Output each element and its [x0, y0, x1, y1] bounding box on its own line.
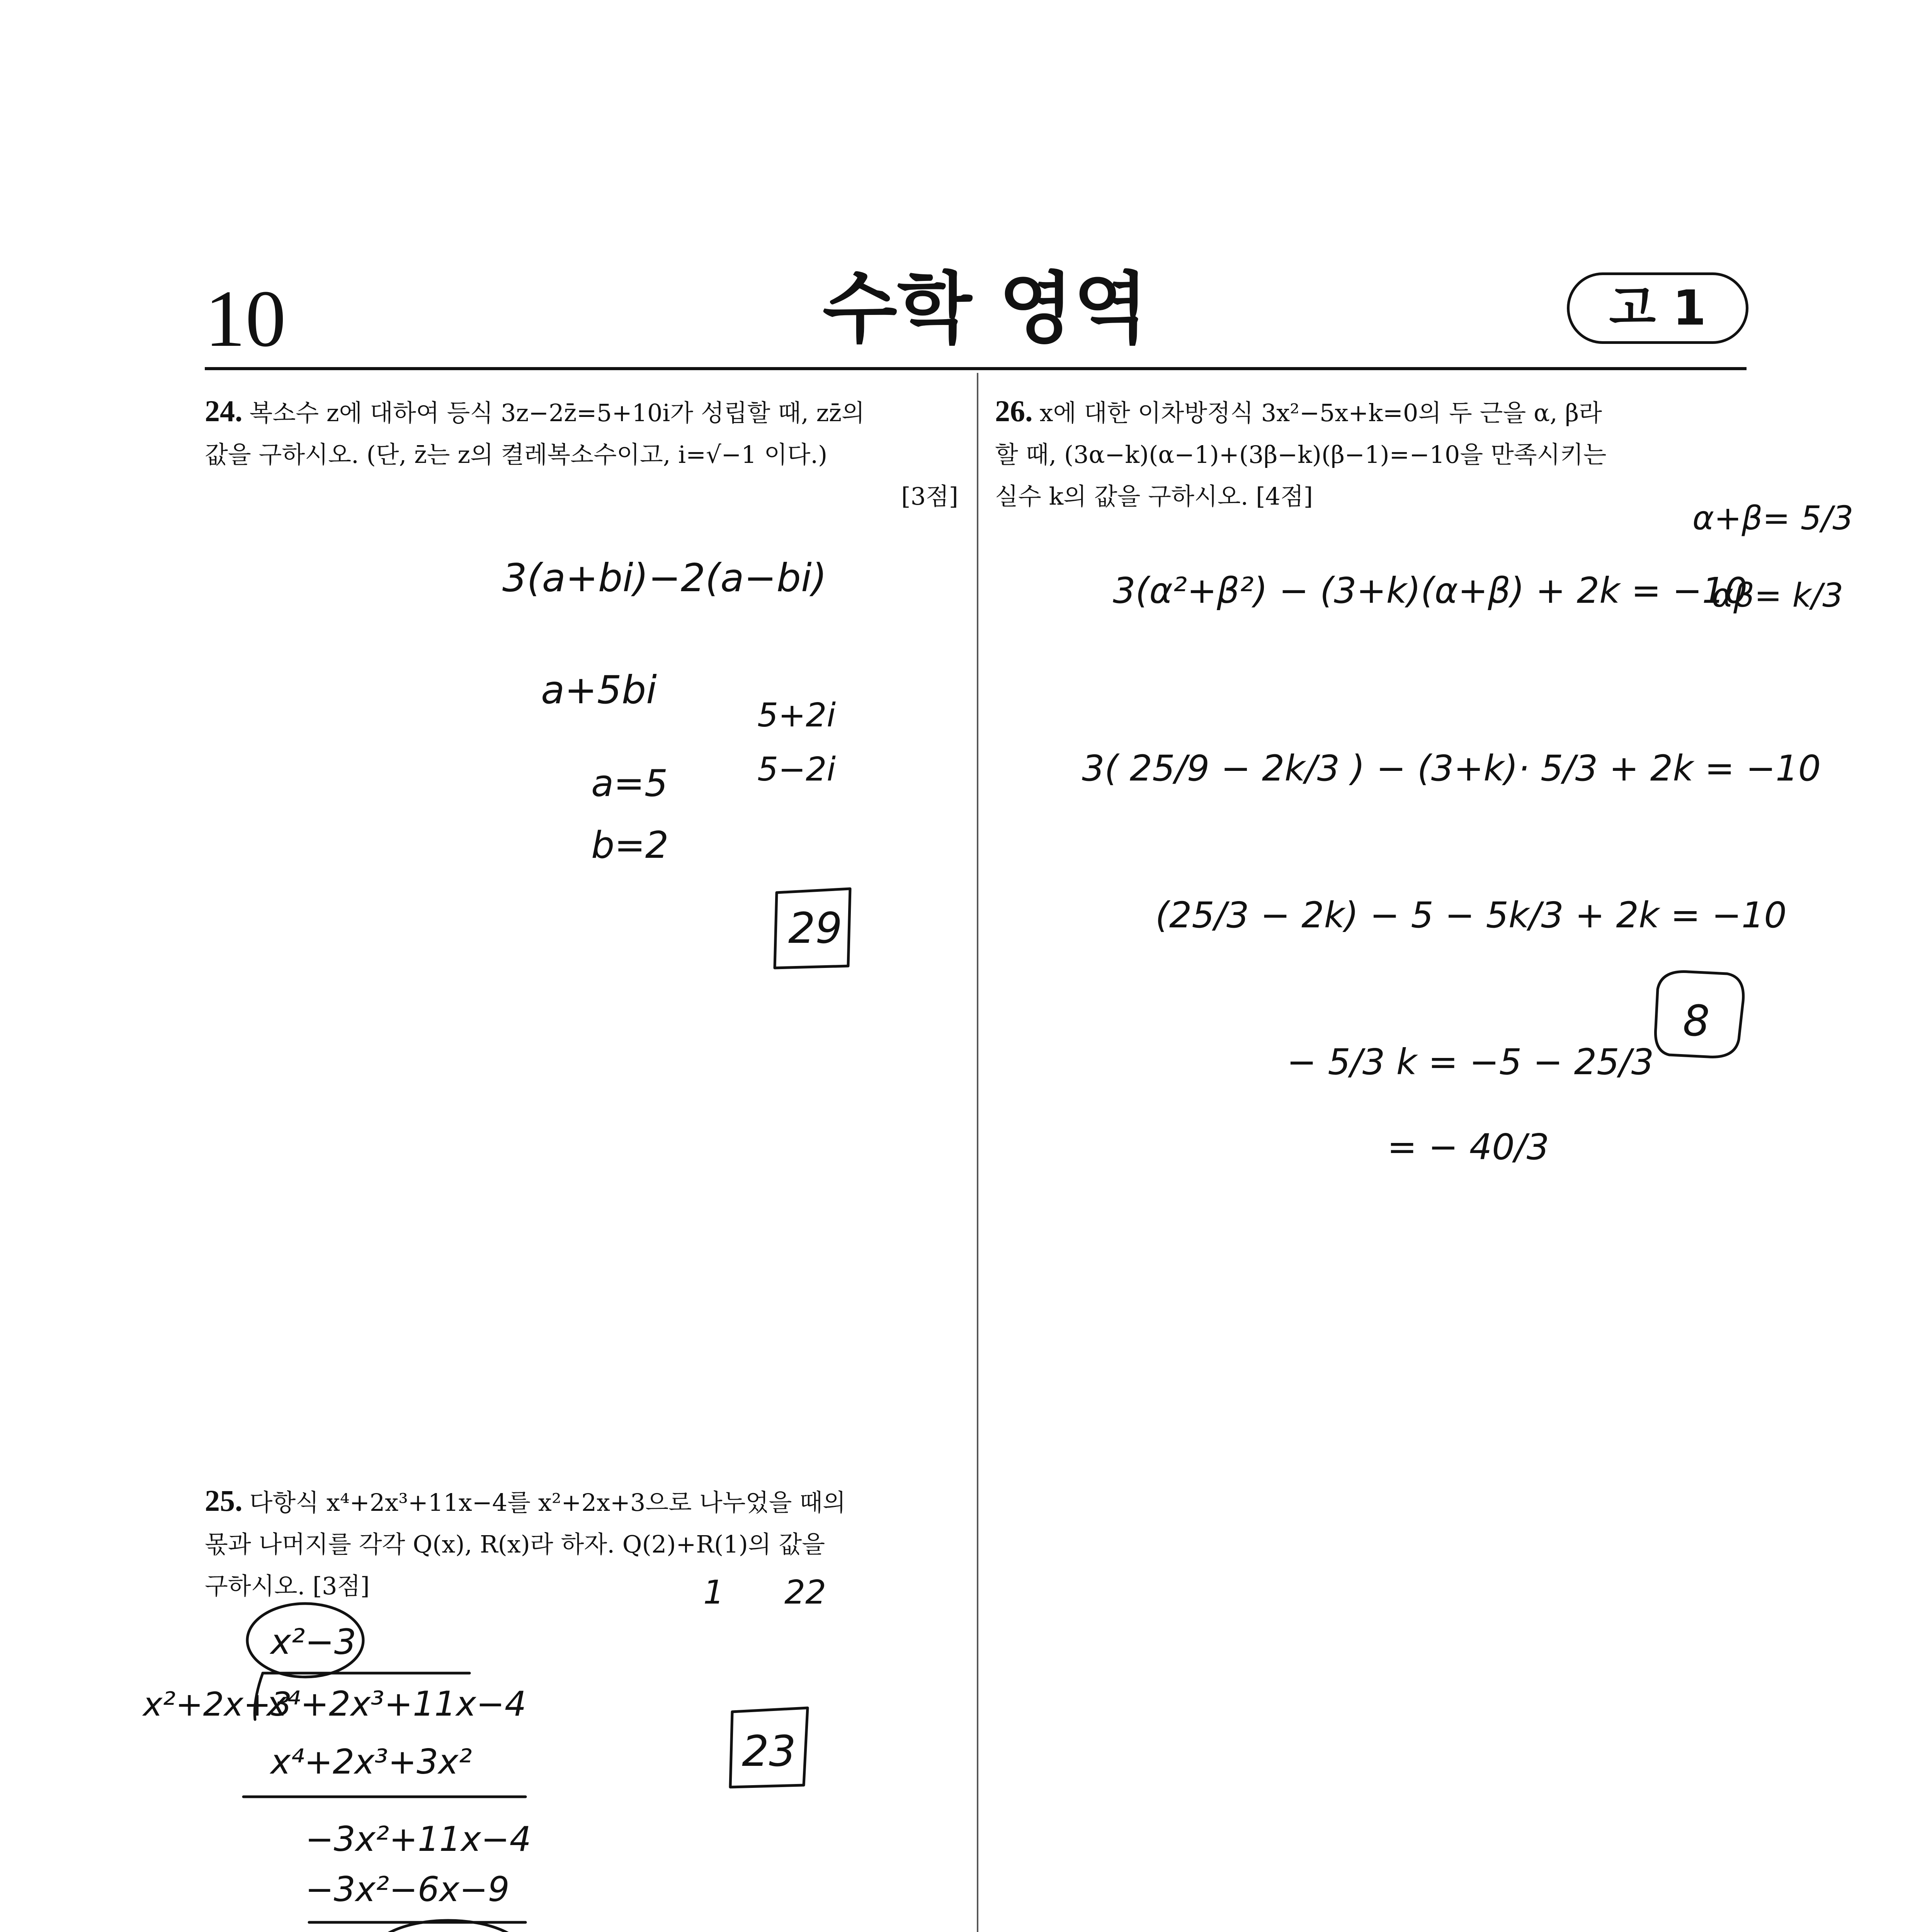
question-24-line-1: 24. 복소수 z에 대하여 등식 3z−2z̄=5+10i가 성립할 때, zz̄의	[205, 394, 865, 428]
hw-q25-divisor: x²+2x+3	[143, 1685, 292, 1724]
question-25-number: 25.	[205, 1484, 243, 1517]
hw-q24-a: a=5	[591, 762, 668, 805]
question-24-points: [3점]	[901, 482, 958, 510]
question-24-line-2: 값을 구하시오. (단, z̄는 z의 켤레복소수이고, i=√−1 이다.)	[205, 440, 828, 469]
hw-q26-vieta2: αβ= k/3	[1712, 577, 1844, 615]
hw-q24-answer: 29	[788, 903, 842, 953]
hw-q25-step1: x⁴+2x³+3x²	[270, 1742, 472, 1782]
grade-badge: 고 1	[1567, 272, 1748, 344]
question-25-line-1: 25. 다항식 x⁴+2x³+11x−4를 x²+2x+3으로 나누었을 때의	[205, 1484, 846, 1517]
hw-q24-side2: 5−2i	[757, 750, 836, 789]
hw-q24-side1: 5+2i	[757, 696, 836, 735]
question-26-number: 26.	[995, 394, 1033, 428]
hw-q25-step2: −3x²+11x−4	[305, 1819, 531, 1859]
page-number: 10	[205, 274, 286, 364]
hw-q24-line1: 3(a+bi)−2(a−bi)	[502, 555, 827, 600]
hw-q26-line3: (25/3 − 2k) − 5 − 5k/3 + 2k = −10	[1155, 895, 1787, 936]
hw-q26-line4: − 5/3 k = −5 − 25/3	[1287, 1041, 1654, 1083]
hw-q26-answer: 8	[1683, 996, 1710, 1046]
question-26-line-3: 실수 k의 값을 구하시오. [4점]	[995, 482, 1313, 510]
hw-q26-line2: 3( 25/9 − 2k/3 ) − (3+k)· 5/3 + 2k = −10	[1082, 748, 1821, 789]
question-25-line-2: 몫과 나머지를 각각 Q(x), R(x)라 하자. Q(2)+R(1)의 값을	[205, 1530, 825, 1558]
hw-q24-line2: a+5bi	[541, 667, 657, 713]
hw-q25-step3: −3x²−6x−9	[305, 1869, 510, 1909]
hw-q26-vieta1: α+β= 5/3	[1692, 499, 1854, 537]
question-26-line-1: 26. x에 대한 이차방정식 3x²−5x+k=0의 두 근을 α, β라	[995, 394, 1602, 428]
hw-q26-line1: 3(α²+β²) − (3+k)(α+β) + 2k = −10	[1113, 570, 1748, 611]
question-24-number: 24.	[205, 394, 243, 428]
hw-q24-b: b=2	[591, 824, 669, 867]
hw-q25-answer: 23	[742, 1726, 796, 1776]
hw-q25-dividend: x⁴+2x³+11x−4	[267, 1684, 526, 1724]
hw-q25-note1: 1	[703, 1573, 724, 1612]
page-title: 수학 영역	[822, 264, 1148, 354]
hw-q26-line5: = − 40/3	[1387, 1126, 1549, 1168]
hw-q25-quotient: x²−3	[270, 1622, 357, 1662]
question-25-line-3: 구하시오. [3점]	[205, 1572, 370, 1600]
hw-q25-note2: 22	[784, 1573, 827, 1612]
question-26-line-2: 할 때, (3α−k)(α−1)+(3β−k)(β−1)=−10을 만족시키는	[995, 440, 1607, 469]
